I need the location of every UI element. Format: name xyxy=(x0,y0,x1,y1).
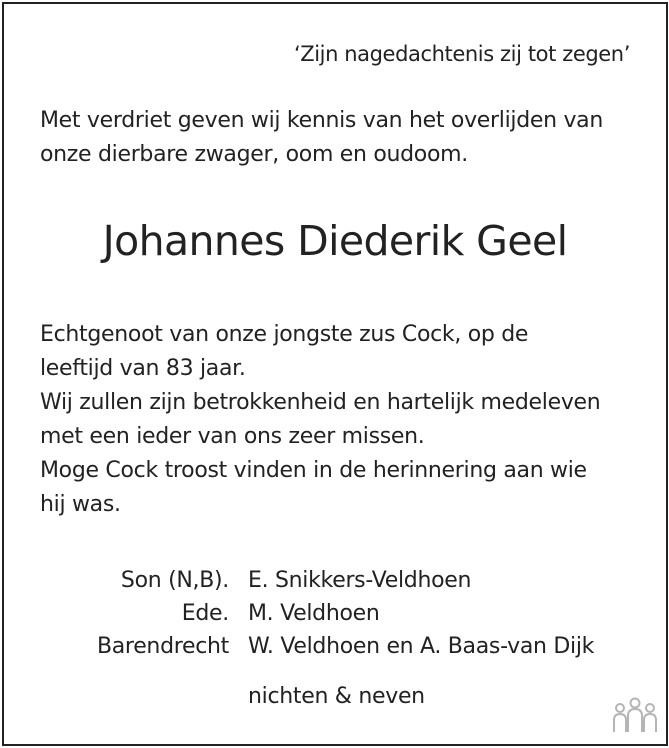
signer-place: Son (N,B). xyxy=(120,568,229,593)
body-paragraph xyxy=(40,318,640,522)
obituary-notice xyxy=(2,2,668,746)
family-icon xyxy=(612,696,658,736)
body-line: leeftijd van 83 jaar. xyxy=(40,356,246,381)
signer-names: W. Veldhoen en A. Baas-van Dijk xyxy=(248,634,595,659)
intro-line: onze dierbare zwager, oom en oudoom. xyxy=(40,142,468,167)
body-line: met een ieder van ons zeer missen. xyxy=(40,424,425,449)
signers-list xyxy=(4,564,666,663)
body-line: Echtgenoot van onze jongste zus Cock, op de xyxy=(40,322,529,347)
signer-names: M. Veldhoen xyxy=(248,601,380,626)
signer-names: E. Snikkers-Veldhoen xyxy=(248,568,472,593)
signer-place: Ede. xyxy=(181,601,229,626)
signer-row xyxy=(4,597,666,630)
closing-signature: nichten & neven xyxy=(248,684,425,709)
body-line: Moge Cock troost vinden in de herinnering aan wie xyxy=(40,458,587,483)
signer-row xyxy=(4,630,666,663)
motto-quote: ‘Zijn nagedachtenis zij tot zegen’ xyxy=(293,42,630,66)
deceased-name: Johannes Diederik Geel xyxy=(102,217,568,265)
signer-row xyxy=(4,564,666,597)
body-line: hij was. xyxy=(40,492,121,517)
intro-line: Met verdriet geven wij kennis van het overlijden van xyxy=(40,108,603,133)
body-line: Wij zullen zijn betrokkenheid en hartelijk medeleven xyxy=(40,390,601,415)
signer-place: Barendrecht xyxy=(96,634,229,659)
intro-paragraph xyxy=(40,104,640,172)
